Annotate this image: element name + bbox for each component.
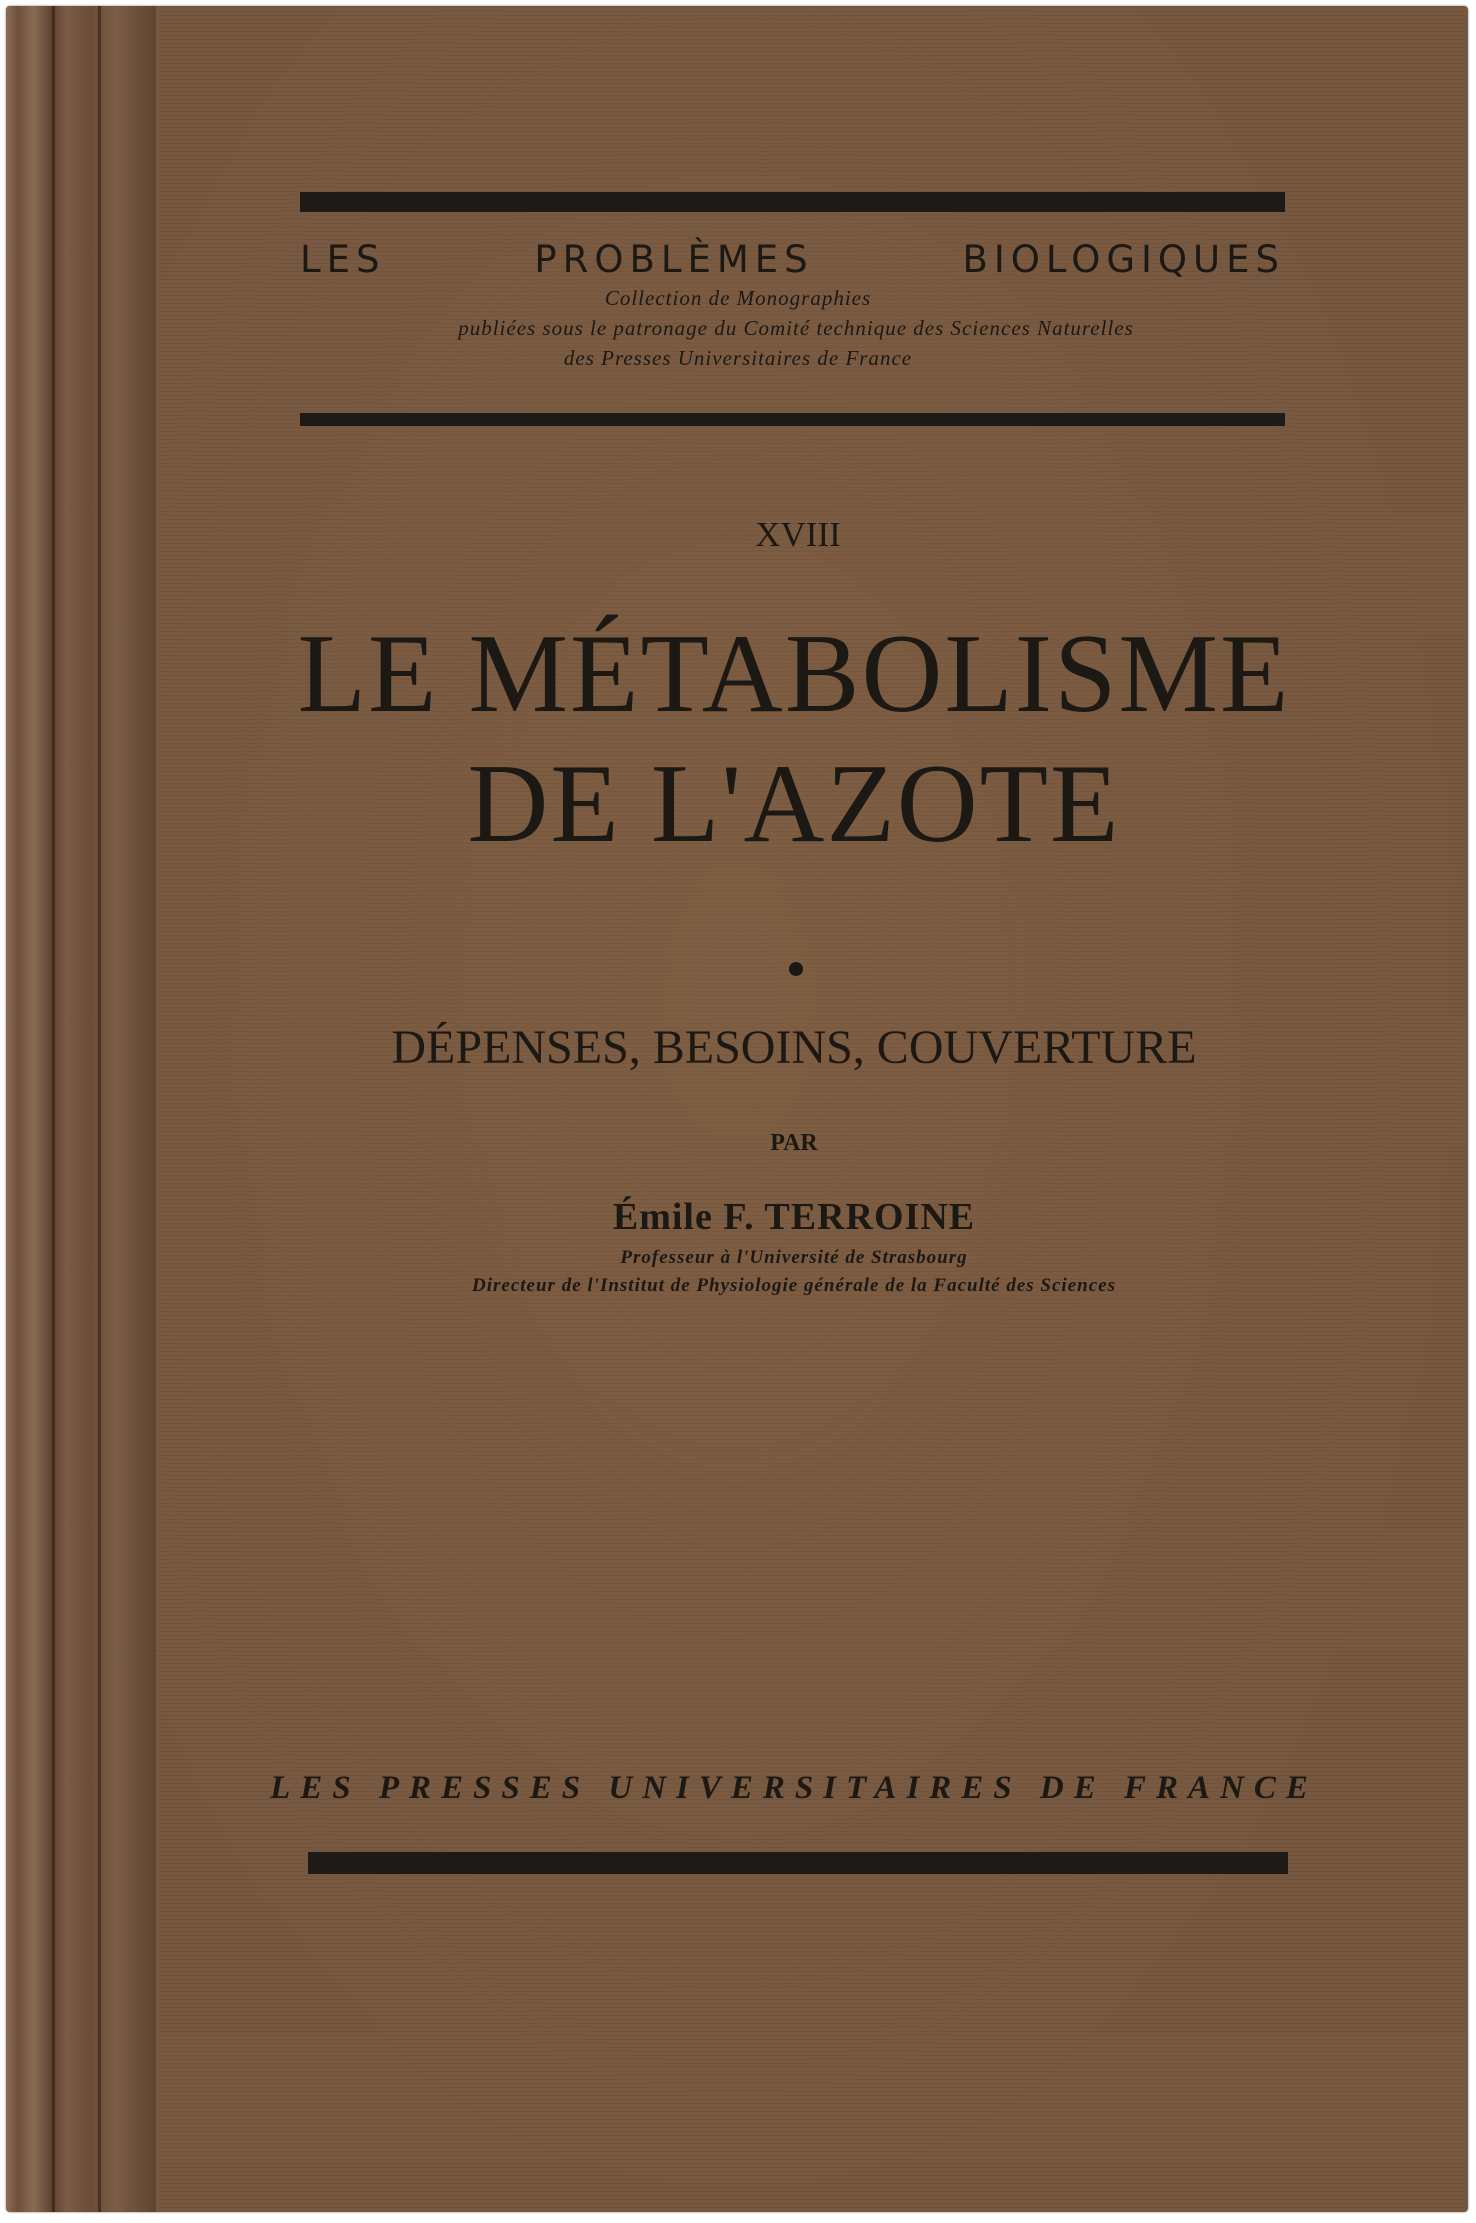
subtitle: DÉPENSES, BESOINS, COUVERTURE — [391, 1021, 1197, 1074]
series-rule — [300, 413, 1285, 426]
series-title — [300, 238, 1285, 281]
author-affiliation-2: Directeur de l'Institut de Physiologie générale de la Faculté des Sciences — [472, 1275, 1116, 1296]
author-affiliation-1: Professeur à l'Université de Strasbourg — [620, 1247, 968, 1268]
series-word: PROBLÈMES — [534, 238, 814, 281]
bottom-rule — [308, 1852, 1288, 1874]
top-rule — [300, 192, 1285, 212]
series-word: BIOLOGIQUES — [962, 238, 1285, 281]
ornament-dot — [789, 962, 803, 976]
series-line-3: des Presses Universitaires de France — [563, 346, 913, 370]
title-line-1: LE MÉTABOLISME — [297, 612, 1291, 736]
by-label: PAR — [770, 1130, 818, 1156]
spine-crease — [52, 6, 55, 2212]
series-word: LES — [300, 238, 386, 281]
title-line-2: DE L'AZOTE — [467, 742, 1121, 866]
author-name: Émile F. TERROINE — [612, 1196, 976, 1238]
series-line-2: publiées sous le patronage du Comité technique des Sciences Naturelles — [458, 316, 1134, 340]
publisher: LES PRESSES UNIVERSITAIRES DE FRANCE — [270, 1770, 1318, 1806]
series-line-1: Collection de Monographies — [604, 286, 872, 310]
volume-number: XVIII — [755, 515, 841, 554]
